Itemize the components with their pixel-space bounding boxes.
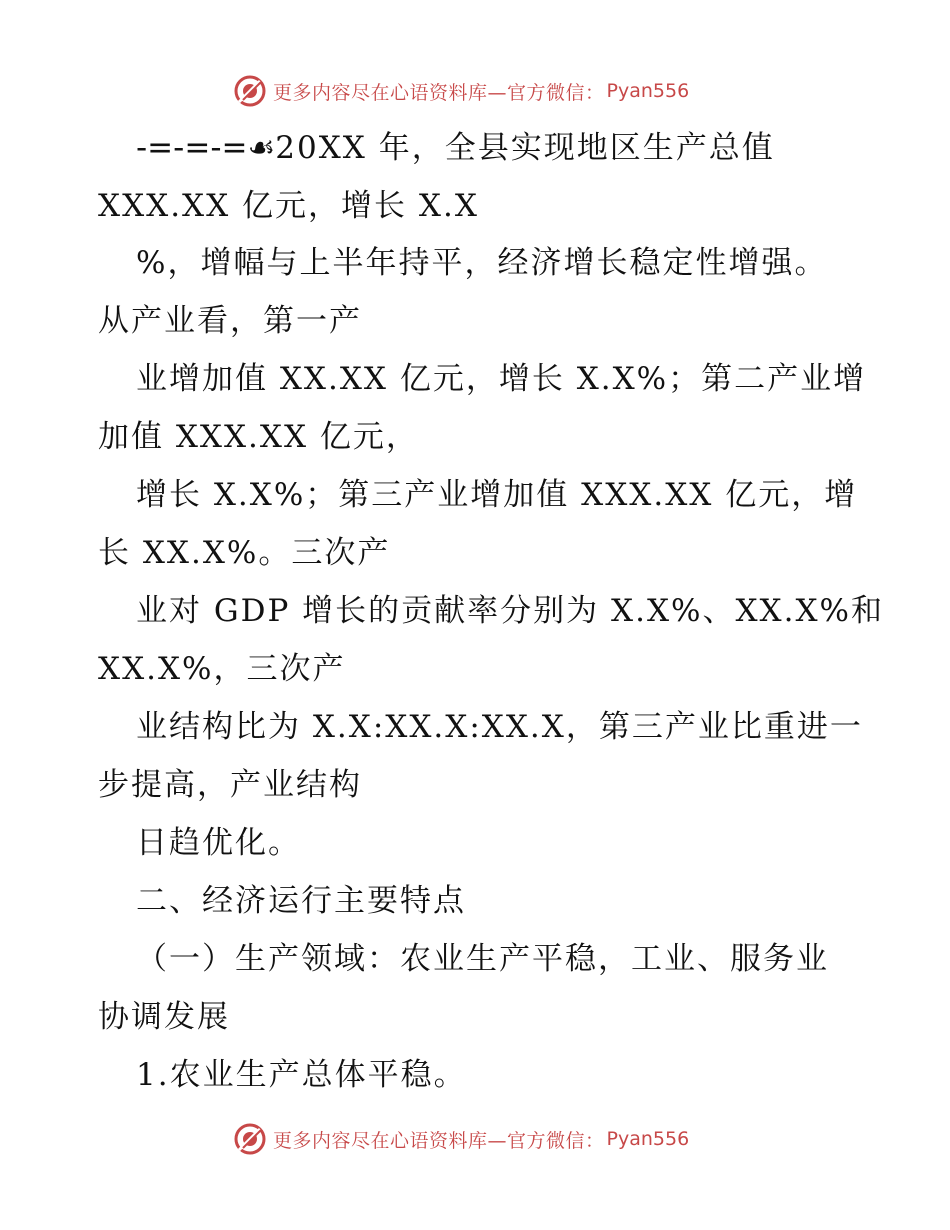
watermark-wechat-id: Pyan556 <box>606 1128 690 1150</box>
paragraph-line: -=-=-=☙20XX 年，全县实现地区生产总值 <box>136 130 775 166</box>
paragraph-line: 步提高，产业结构 <box>98 767 362 803</box>
paragraph-line: %，增幅与上半年持平，经济增长稳定性增强。 <box>136 245 828 281</box>
paragraph-line: 日趋优化。 <box>136 825 301 861</box>
paragraph-line: 增长 X.X%；第三产业增加值 XXX.XX 亿元，增 <box>136 477 858 513</box>
watermark-logo-icon <box>233 1122 267 1156</box>
paragraph-line: 从产业看，第一产 <box>98 303 362 339</box>
subsection-heading-continued: 协调发展 <box>98 999 230 1035</box>
decorative-glyph-icon: -=-=-=☙ <box>136 130 276 166</box>
section-heading: 二、经济运行主要特点 <box>136 883 466 919</box>
paragraph-line: 长 XX.X%。三次产 <box>98 535 391 571</box>
watermark-footer <box>233 1122 689 1156</box>
watermark-wechat-id: Pyan556 <box>606 80 690 102</box>
subsection-heading: （一）生产领域：农业生产平稳，工业、服务业 <box>136 941 829 977</box>
watermark-text: 更多内容尽在心语资料库—官方微信： <box>273 1129 605 1152</box>
paragraph-line: XXX.XX 亿元，增长 X.X <box>98 188 479 224</box>
paragraph-line: 业结构比为 X.X:XX.X:XX.X，第三产业比重进一 <box>136 709 863 745</box>
paragraph-line: XX.X%，三次产 <box>98 651 346 687</box>
paragraph-line: 加值 XXX.XX 亿元， <box>98 419 419 455</box>
numbered-item: 1.农业生产总体平稳。 <box>136 1057 467 1093</box>
watermark-text: 更多内容尽在心语资料库—官方微信： <box>273 81 605 104</box>
paragraph-line: 业对 GDP 增长的贡献率分别为 X.X%、XX.X%和 <box>136 593 885 629</box>
paragraph-line: 业增加值 XX.XX 亿元，增长 X.X%；第二产业增 <box>136 361 867 397</box>
